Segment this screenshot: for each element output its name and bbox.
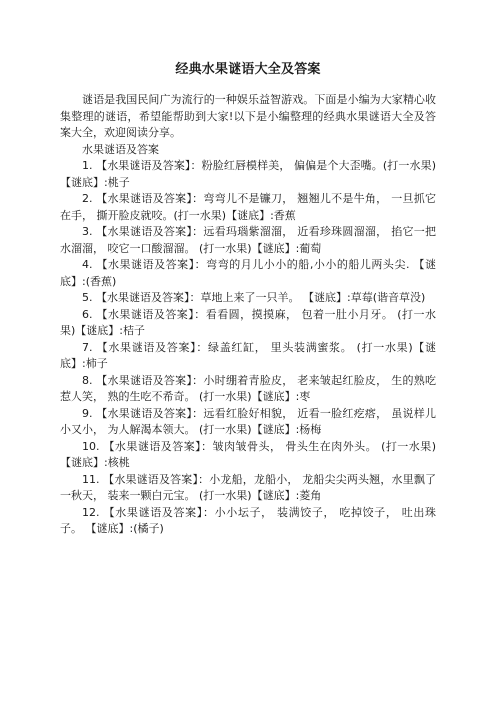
riddle-item: 11. 【水果谜语及答案】：小龙船，龙船小， 龙船尖尖两头翘，水里飘了一秋天， 装来一颗白元宝。 (打一水果)【谜底】:菱角 <box>60 472 436 502</box>
riddle-item: 7. 【水果谜语及答案】：绿盖红缸， 里头装满蜜浆。 (打一水果)【谜底】:柿子 <box>60 340 436 370</box>
section-heading: 水果谜语及答案 <box>82 142 159 156</box>
riddle-item: 10. 【水果谜语及答案】：皱肉皱骨头， 骨头生在肉外头。 (打一水果)【谜底】:核桃 <box>60 439 436 469</box>
riddle-list <box>60 158 436 538</box>
riddle-item: 4. 【水果谜语及答案】：弯弯的月儿小小的船,小小的船儿两头尖. 【谜底】:(香蕉) <box>60 258 436 288</box>
document-title: 经典水果谜语大全及答案 <box>175 62 321 77</box>
riddle-item: 9. 【水果谜语及答案】：远看红脸好相貌， 近看一脸红疙瘩， 虽说样儿小又小， 为人解渴本领大。 (打一水果)【谜底】:杨梅 <box>60 406 436 436</box>
riddle-item: 1. 【水果谜语及答案】：粉脸红唇模样美， 偏偏是个大歪嘴。(打一水果)【谜底】:桃子 <box>60 159 436 189</box>
riddle-item: 5. 【水果谜语及答案】：草地上来了一只羊。 【谜底】:草莓(谐音草没) <box>82 291 426 304</box>
intro-paragraph: 谜语是我国民间广为流行的一种娱乐益智游戏。下面是小编为大家精心收集整理的谜语，希望能帮助到大家!以下是小编整理的经典水果谜语大全及答案大全，欢迎阅读分享。 <box>60 93 436 139</box>
riddle-item: 3. 【水果谜语及答案】：远看玛瑙紫溜溜， 近看珍珠圆溜溜， 掐它一把水溜溜， 咬它一口酸溜溜。 (打一水果)【谜底】:葡萄 <box>60 225 436 255</box>
riddle-item: 2. 【水果谜语及答案】：弯弯儿不是镰刀， 翘翘儿不是牛角， 一旦抓它在手， 撕开脸皮就咬。(打一水果)【谜底】:香蕉 <box>60 192 436 222</box>
riddle-item: 12. 【水果谜语及答案】：小小坛子， 装满饺子， 吃掉饺子， 吐出珠子。 【谜底】:(橘子) <box>60 505 436 535</box>
riddle-item: 8. 【水果谜语及答案】：小时绷着青脸皮， 老来皱起红脸皮， 生的熟吃惹人笑， 熟的生吃不希奇。 (打一水果)【谜底】:枣 <box>60 373 436 403</box>
riddle-item: 6. 【水果谜语及答案】：看看圆，摸摸麻， 包着一肚小月牙。 (打一水果)【谜底】:桔子 <box>60 307 436 337</box>
